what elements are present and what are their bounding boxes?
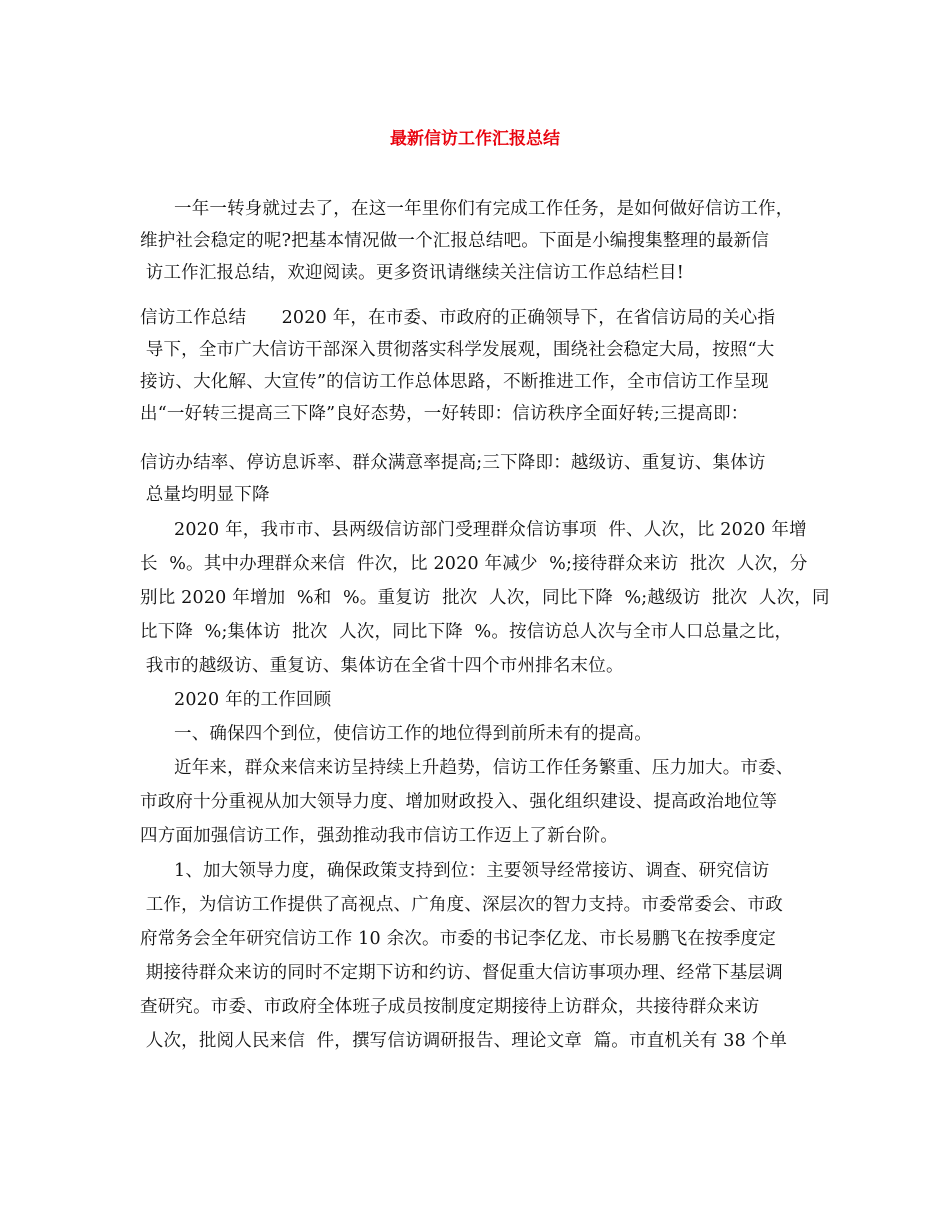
paragraph-line: 1、加大领导力度，确保政策支持到位：主要领导经常接访、调查、研究信访	[174, 861, 770, 881]
paragraph-line: 我市的越级访、重复访、集体访在全省十四个市州排名末位。	[140, 656, 624, 676]
paragraph-line: 人次，批阅人民来信 件，撰写信访调研报告、理论文章 篇。市直机关有 38 个单	[140, 1031, 788, 1051]
section-heading: 一、确保四个到位，使信访工作的地位得到前所未有的提高。	[174, 724, 652, 744]
paragraph-line: 别比 2020 年增加 %和 %。重复访 批次 人次，同比下降 %;越级访 批次 人次，同	[140, 588, 830, 608]
paragraph-line: 维护社会稳定的呢?把基本情况做一个汇报总结吧。下面是小编搜集整理的最新信	[140, 231, 770, 251]
paragraph-line: 市政府十分重视从加大领导力度、增加财政投入、强化组织建设、提高政治地位等	[140, 792, 778, 812]
paragraph-line: 四方面加强信访工作，强劲推动我市信访工作迈上了新台阶。	[140, 826, 618, 846]
paragraph-line: 接访、大化解、大宣传”的信访工作总体思路，不断推进工作，全市信访工作呈现	[140, 372, 769, 392]
paragraph-line: 出“一好转三提高三下降”良好态势，一好转即：信访秩序全面好转;三提高即：	[140, 404, 749, 424]
paragraph-line: 一年一转身就过去了，在这一年里你们有完成工作任务，是如何做好信访工作，	[174, 199, 794, 219]
paragraph-line: 总量均明显下降	[140, 485, 270, 505]
section-heading: 2020 年的工作回顾	[174, 690, 332, 710]
paragraph-line: 导下，全市广大信访干部深入贯彻落实科学发展观，围绕社会稳定大局，按照“大	[140, 340, 775, 360]
paragraph-line: 信访工作总结 2020 年，在市委、市政府的正确领导下，在省信访局的关心指	[140, 308, 776, 328]
paragraph-line: 工作，为信访工作提供了高视点、广角度、深层次的智力支持。市委常委会、市政	[140, 895, 783, 915]
paragraph-line: 2020 年，我市市、县两级信访部门受理群众信访事项 件、人次，比 2020 年增	[174, 520, 807, 540]
paragraph-line: 府常务会全年研究信访工作 10 余次。市委的书记李亿龙、市长易鹏飞在按季度定	[140, 929, 776, 949]
paragraph-line: 比下降 %;集体访 批次 人次，同比下降 %。按信访总人次与全市人口总量之比，	[140, 622, 793, 642]
document-title: 最新信访工作汇报总结	[390, 129, 560, 149]
paragraph-line: 查研究。市委、市政府全体班子成员按制度定期接待上访群众，共接待群众来访	[140, 997, 760, 1017]
paragraph-line: 信访办结率、停访息诉率、群众满意率提高;三下降即：越级访、重复访、集体访	[140, 453, 766, 473]
paragraph-line: 访工作汇报总结，欢迎阅读。更多资讯请继续关注信访工作总结栏目!	[140, 263, 684, 283]
paragraph-line: 期接待群众来访的同时不定期下访和约访、督促重大信访事项办理、经常下基层调	[140, 963, 783, 983]
paragraph-line: 长 %。其中办理群众来信 件次，比 2020 年减少 %;接待群众来访 批次 人次，分	[140, 554, 808, 574]
paragraph-line: 近年来，群众来信来访呈持续上升趋势，信访工作任务繁重、压力加大。市委、	[174, 758, 794, 778]
